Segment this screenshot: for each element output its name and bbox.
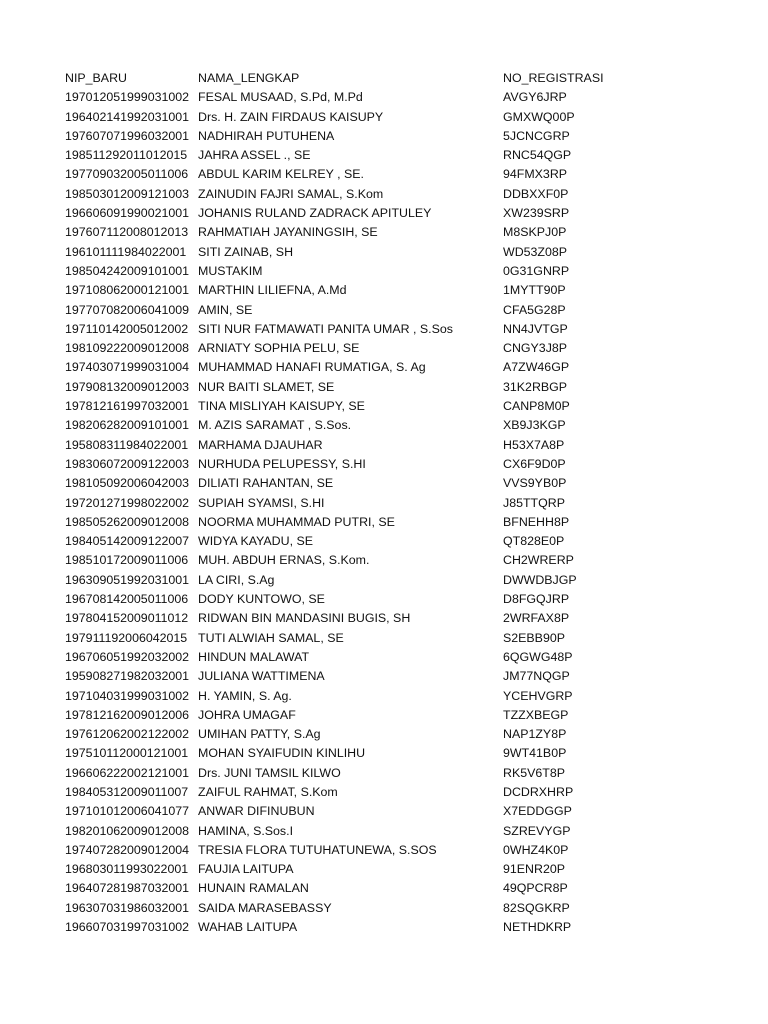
table-row <box>65 648 745 667</box>
table-row <box>65 744 745 763</box>
cell-no-registrasi: J85TTQRP <box>503 495 565 510</box>
cell-nip-baru: 197110142005012002 <box>65 321 189 336</box>
cell-nama-lengkap: Drs. H. ZAIN FIRDAUS KAISUPY <box>198 109 384 124</box>
cell-no-registrasi: SZREVYGP <box>503 823 571 838</box>
table-row <box>65 725 745 744</box>
cell-nama-lengkap: SAIDA MARASEBASSY <box>198 900 332 915</box>
cell-no-registrasi: S2EBB90P <box>503 630 565 645</box>
header-no-registrasi: NO_REGISTRASI <box>503 71 604 85</box>
cell-no-registrasi: WD53Z08P <box>503 244 568 259</box>
cell-nama-lengkap: MARHAMA DJAUHAR <box>198 437 323 452</box>
table-row <box>65 320 745 339</box>
cell-no-registrasi: JM77NQGP <box>503 669 570 684</box>
cell-nama-lengkap: ZAIFUL RAHMAT, S.Kom <box>198 784 338 799</box>
cell-nama-lengkap: NOORMA MUHAMMAD PUTRI, SE <box>198 514 395 529</box>
cell-nama-lengkap: Drs. JUNI TAMSIL KILWO <box>198 765 341 780</box>
cell-nama-lengkap: UMIHAN PATTY, S.Ag <box>198 727 321 742</box>
table-row <box>65 339 745 358</box>
cell-no-registrasi: M8SKPJ0P <box>503 225 567 240</box>
table-row <box>65 146 745 165</box>
cell-nama-lengkap: MUH. ABDUH ERNAS, S.Kom. <box>198 553 370 568</box>
cell-no-registrasi: 91ENR20P <box>503 862 565 877</box>
cell-no-registrasi: NETHDKRP <box>503 920 572 935</box>
table-row <box>65 629 745 648</box>
cell-nip-baru: 197403071999031004 <box>65 360 190 375</box>
cell-nama-lengkap: SITI ZAINAB, SH <box>198 244 294 259</box>
cell-nama-lengkap: MUHAMMAD HANAFI RUMATIGA, S. Ag <box>198 360 426 375</box>
cell-nip-baru: 198405142009122007 <box>65 534 190 549</box>
table-row <box>65 822 745 841</box>
table-row <box>65 416 745 435</box>
cell-nama-lengkap: DODY KUNTOWO, SE <box>198 592 325 607</box>
cell-no-registrasi: CFA5G28P <box>503 302 566 317</box>
cell-nama-lengkap: FESAL MUSAAD, S.Pd, M.Pd <box>198 90 363 105</box>
cell-nama-lengkap: JAHRA ASSEL ., SE <box>198 148 311 163</box>
cell-no-registrasi: 2WRFAX8P <box>503 611 570 626</box>
cell-nip-baru: 196101111984022001 <box>65 244 187 259</box>
table-row <box>65 899 745 918</box>
cell-no-registrasi: 49QPCR8P <box>503 881 568 896</box>
cell-nama-lengkap: RIDWAN BIN MANDASINI BUGIS, SH <box>198 611 411 626</box>
cell-nip-baru: 196708142005011006 <box>65 592 189 607</box>
table-row <box>65 474 745 493</box>
cell-nip-baru: 197804152009011012 <box>65 611 189 626</box>
table-row <box>65 204 745 223</box>
cell-no-registrasi: 82SQGKRP <box>503 900 570 915</box>
cell-nip-baru: 197612062002122002 <box>65 727 190 742</box>
cell-nip-baru: 197012051999031002 <box>65 90 190 105</box>
cell-nama-lengkap: HAMINA, S.Sos.I <box>198 823 294 838</box>
cell-nip-baru: 197108062000121001 <box>65 283 190 298</box>
cell-nama-lengkap: HUNAIN RAMALAN <box>198 881 309 896</box>
header-row <box>65 69 745 88</box>
cell-nama-lengkap: WAHAB LAITUPA <box>198 920 298 935</box>
table-row <box>65 127 745 146</box>
table-row <box>65 860 745 879</box>
cell-nama-lengkap: TINA MISLIYAH KAISUPY, SE <box>198 399 365 414</box>
table-row <box>65 687 745 706</box>
cell-nama-lengkap: DILIATI RAHANTAN, SE <box>198 476 334 491</box>
cell-nip-baru: 198201062009012008 <box>65 823 190 838</box>
cell-no-registrasi: YCEHVGRP <box>503 688 573 703</box>
cell-nama-lengkap: MARTHIN LILIEFNA, A.Md <box>198 283 347 298</box>
cell-nip-baru: 198510172009011006 <box>65 553 189 568</box>
cell-no-registrasi: 0WHZ4K0P <box>503 842 569 857</box>
cell-no-registrasi: VVS9YB0P <box>503 476 567 491</box>
cell-nip-baru: 197709032005011006 <box>65 167 189 182</box>
cell-nama-lengkap: H. YAMIN, S. Ag. <box>198 688 292 703</box>
table-row <box>65 165 745 184</box>
cell-nama-lengkap: TRESIA FLORA TUTUHATUNEWA, S.SOS <box>198 842 437 857</box>
cell-no-registrasi: TZZXBEGP <box>503 707 569 722</box>
cell-no-registrasi: RK5V6T8P <box>503 765 565 780</box>
table-row <box>65 281 745 300</box>
cell-nama-lengkap: AMIN, SE <box>198 302 253 317</box>
cell-nip-baru: 197607112008012013 <box>65 225 189 240</box>
cell-nama-lengkap: M. AZIS SARAMAT , S.Sos. <box>198 418 352 433</box>
cell-nip-baru: 197101012006041077 <box>65 804 190 819</box>
table-row <box>65 783 745 802</box>
cell-no-registrasi: 94FMX3RP <box>503 167 568 182</box>
cell-nip-baru: 197908132009012003 <box>65 379 190 394</box>
cell-no-registrasi: 6QGWG48P <box>503 649 573 664</box>
cell-no-registrasi: 9WT41B0P <box>503 746 567 761</box>
cell-nama-lengkap: ZAINUDIN FAJRI SAMAL, S.Kom <box>198 186 384 201</box>
table-row <box>65 841 745 860</box>
cell-nama-lengkap: FAUJIA LAITUPA <box>198 862 294 877</box>
table-row <box>65 764 745 783</box>
cell-nip-baru: 197911192006042015 <box>65 630 188 645</box>
cell-nip-baru: 198405312009011007 <box>65 784 189 799</box>
cell-nip-baru: 198105092006042003 <box>65 476 190 491</box>
cell-nip-baru: 196407281987032001 <box>65 881 190 896</box>
cell-no-registrasi: GMXWQ00P <box>503 109 575 124</box>
cell-nip-baru: 198505262009012008 <box>65 514 190 529</box>
cell-nip-baru: 198306072009122003 <box>65 456 190 471</box>
cell-no-registrasi: DDBXXF0P <box>503 186 569 201</box>
cell-nama-lengkap: NADHIRAH PUTUHENA <box>198 128 335 143</box>
cell-nama-lengkap: NURHUDA PELUPESSY, S.HI <box>198 456 366 471</box>
table-row <box>65 667 745 686</box>
cell-nama-lengkap: SUPIAH SYAMSI, S.HI <box>198 495 325 510</box>
cell-nama-lengkap: JOHRA UMAGAF <box>198 707 296 722</box>
cell-no-registrasi: RNC54QGP <box>503 148 572 163</box>
table-row <box>65 706 745 725</box>
cell-nama-lengkap: ARNIATY SOPHIA PELU, SE <box>198 341 360 356</box>
cell-no-registrasi: X7EDDGGP <box>503 804 572 819</box>
cell-no-registrasi: AVGY6JRP <box>503 90 567 105</box>
table-row <box>65 378 745 397</box>
header-nama-lengkap: NAMA_LENGKAP <box>198 71 300 85</box>
table-row <box>65 88 745 107</box>
cell-nama-lengkap: HINDUN MALAWAT <box>198 649 310 664</box>
cell-nip-baru: 197201271998022002 <box>65 495 190 510</box>
table-row <box>65 455 745 474</box>
cell-no-registrasi: D8FGQJRP <box>503 592 570 607</box>
table-row <box>65 108 745 127</box>
table-row <box>65 262 745 281</box>
cell-no-registrasi: NN4JVTGP <box>503 321 568 336</box>
cell-nip-baru: 197812162009012006 <box>65 707 190 722</box>
cell-no-registrasi: CH2WRERP <box>503 553 574 568</box>
cell-nip-baru: 196402141992031001 <box>65 109 190 124</box>
cell-nip-baru: 196309051992031001 <box>65 572 190 587</box>
cell-nama-lengkap: NUR BAITI SLAMET, SE <box>198 379 335 394</box>
cell-no-registrasi: H53X7A8P <box>503 437 565 452</box>
cell-nama-lengkap: RAHMATIAH JAYANINGSIH, SE <box>198 225 378 240</box>
cell-nip-baru: 197812161997032001 <box>65 399 190 414</box>
cell-nama-lengkap: ABDUL KARIM KELREY , SE. <box>198 167 364 182</box>
cell-nip-baru: 198504242009101001 <box>65 263 190 278</box>
cell-nip-baru: 197104031999031002 <box>65 688 190 703</box>
table-row <box>65 358 745 377</box>
table-row <box>65 301 745 320</box>
cell-nip-baru: 198511292011012015 <box>65 148 188 163</box>
cell-nip-baru: 196606091990021001 <box>65 206 190 221</box>
cell-no-registrasi: NAP1ZY8P <box>503 727 567 742</box>
cell-no-registrasi: CNGY3J8P <box>503 341 568 356</box>
table-body <box>65 88 745 937</box>
cell-no-registrasi: 0G31GNRP <box>503 263 570 278</box>
data-table <box>65 69 745 937</box>
cell-nip-baru: 198206282009101001 <box>65 418 190 433</box>
cell-nip-baru: 195908271982032001 <box>65 669 190 684</box>
table-row <box>65 185 745 204</box>
table-row <box>65 918 745 937</box>
cell-no-registrasi: 5JCNCGRP <box>503 128 570 143</box>
cell-no-registrasi: A7ZW46GP <box>503 360 570 375</box>
header-nip-baru: NIP_BARU <box>65 71 127 85</box>
cell-nip-baru: 197707082006041009 <box>65 302 190 317</box>
cell-nip-baru: 197407282009012004 <box>65 842 190 857</box>
cell-no-registrasi: 31K2RBGP <box>503 379 568 394</box>
cell-nip-baru: 196706051992032002 <box>65 649 190 664</box>
table-row <box>65 609 745 628</box>
cell-nip-baru: 197510112000121001 <box>65 746 189 761</box>
cell-nip-baru: 195808311984022001 <box>65 437 189 452</box>
cell-nama-lengkap: ANWAR DIFINUBUN <box>198 804 315 819</box>
cell-no-registrasi: CANP8M0P <box>503 399 570 414</box>
table-row <box>65 513 745 532</box>
cell-nip-baru: 198503012009121003 <box>65 186 190 201</box>
cell-no-registrasi: 1MYTT90P <box>503 283 566 298</box>
cell-no-registrasi: XW239SRP <box>503 206 570 221</box>
cell-nama-lengkap: WIDYA KAYADU, SE <box>198 534 313 549</box>
table-row <box>65 879 745 898</box>
cell-nip-baru: 196803011993022001 <box>65 862 189 877</box>
cell-nama-lengkap: LA CIRI, S.Ag <box>198 572 275 587</box>
table-row <box>65 590 745 609</box>
table-row <box>65 494 745 513</box>
cell-nama-lengkap: JOHANIS RULAND ZADRACK APITULEY <box>198 206 432 221</box>
cell-nip-baru: 196307031986032001 <box>65 900 190 915</box>
table-row <box>65 571 745 590</box>
table-row <box>65 243 745 262</box>
table-row <box>65 532 745 551</box>
cell-no-registrasi: DWWDBJGP <box>503 572 577 587</box>
table-row <box>65 397 745 416</box>
cell-nama-lengkap: MOHAN SYAIFUDIN KINLIHU <box>198 746 366 761</box>
cell-nama-lengkap: TUTI ALWIAH SAMAL, SE <box>198 630 344 645</box>
cell-nama-lengkap: SITI NUR FATMAWATI PANITA UMAR , S.Sos <box>198 321 453 336</box>
cell-nama-lengkap: JULIANA WATTIMENA <box>198 669 325 684</box>
cell-nip-baru: 198109222009012008 <box>65 341 190 356</box>
table-row <box>65 551 745 570</box>
cell-no-registrasi: DCDRXHRP <box>503 784 574 799</box>
cell-no-registrasi: CX6F9D0P <box>503 456 566 471</box>
cell-no-registrasi: XB9J3KGP <box>503 418 566 433</box>
cell-nama-lengkap: MUSTAKIM <box>198 263 263 278</box>
cell-nip-baru: 196606222002121001 <box>65 765 190 780</box>
table-row <box>65 223 745 242</box>
table-row <box>65 802 745 821</box>
table-row <box>65 436 745 455</box>
cell-nip-baru: 196607031997031002 <box>65 920 190 935</box>
cell-nip-baru: 197607071996032001 <box>65 128 190 143</box>
cell-no-registrasi: BFNEHH8P <box>503 514 570 529</box>
cell-no-registrasi: QT828E0P <box>503 534 565 549</box>
